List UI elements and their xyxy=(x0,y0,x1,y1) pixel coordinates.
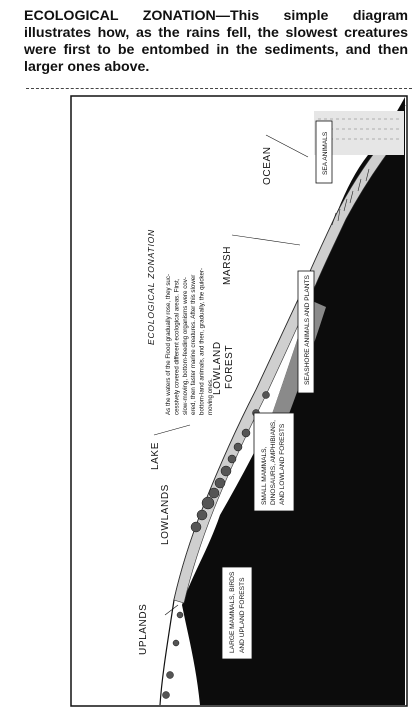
box-small-mammals-line: SMALL MAMMALS, xyxy=(261,446,268,505)
label-lowland-forest-2: FOREST xyxy=(224,344,235,389)
box-large-mammals-line: LARGE MAMMALS, BIRDS xyxy=(229,571,236,653)
description-line: ered, then faster marine creatures. After this slower xyxy=(190,274,198,415)
description-line: slow-moving, bottom-feeding organisms were cov- xyxy=(181,277,189,415)
dashed-divider xyxy=(26,88,412,89)
label-lowland-forest-1: LOWLAND xyxy=(212,341,223,395)
description-line: bottom-land animals, and then, gradually, the quicker- xyxy=(198,267,206,415)
box-seashore-text: SEASHORE ANIMALS AND PLANTS xyxy=(304,275,311,385)
label-uplands: UPLANDS xyxy=(138,603,149,655)
label-marsh: MARSH xyxy=(222,245,233,285)
zonation-diagram xyxy=(70,95,408,707)
diagram-svg xyxy=(70,95,408,707)
box-sea-animals-text: SEA ANIMALS xyxy=(322,131,329,175)
caption-text: —This simple diagram illustrates how, as the rains fell, the slowest creatures were first to be entombed in the sediments, and then larger ones above. xyxy=(24,8,409,75)
diagram-description xyxy=(165,268,214,415)
label-lake: LAKE xyxy=(150,442,161,470)
description-line: moving ones. xyxy=(207,378,214,415)
box-small-mammals-line: AND LOWLAND FORESTS xyxy=(279,423,286,505)
description-line: As the waters of the Flood gradually rose, they suc- xyxy=(165,273,172,415)
box-large-mammals xyxy=(222,567,252,659)
description-line: cessively covered different ecological areas. First, xyxy=(173,278,181,415)
diagram-title: ECOLOGICAL ZONATION xyxy=(146,229,156,345)
figure-caption xyxy=(24,8,408,76)
box-small-mammals-line: DINOSAURS, AMPHIBIANS, xyxy=(270,419,277,505)
label-ocean: OCEAN xyxy=(262,146,273,185)
label-lowlands: LOWLANDS xyxy=(160,484,171,545)
box-large-mammals-line: AND UPLAND FORESTS xyxy=(239,577,246,653)
caption-lead: ECOLOGICAL ZONATION xyxy=(24,8,216,24)
